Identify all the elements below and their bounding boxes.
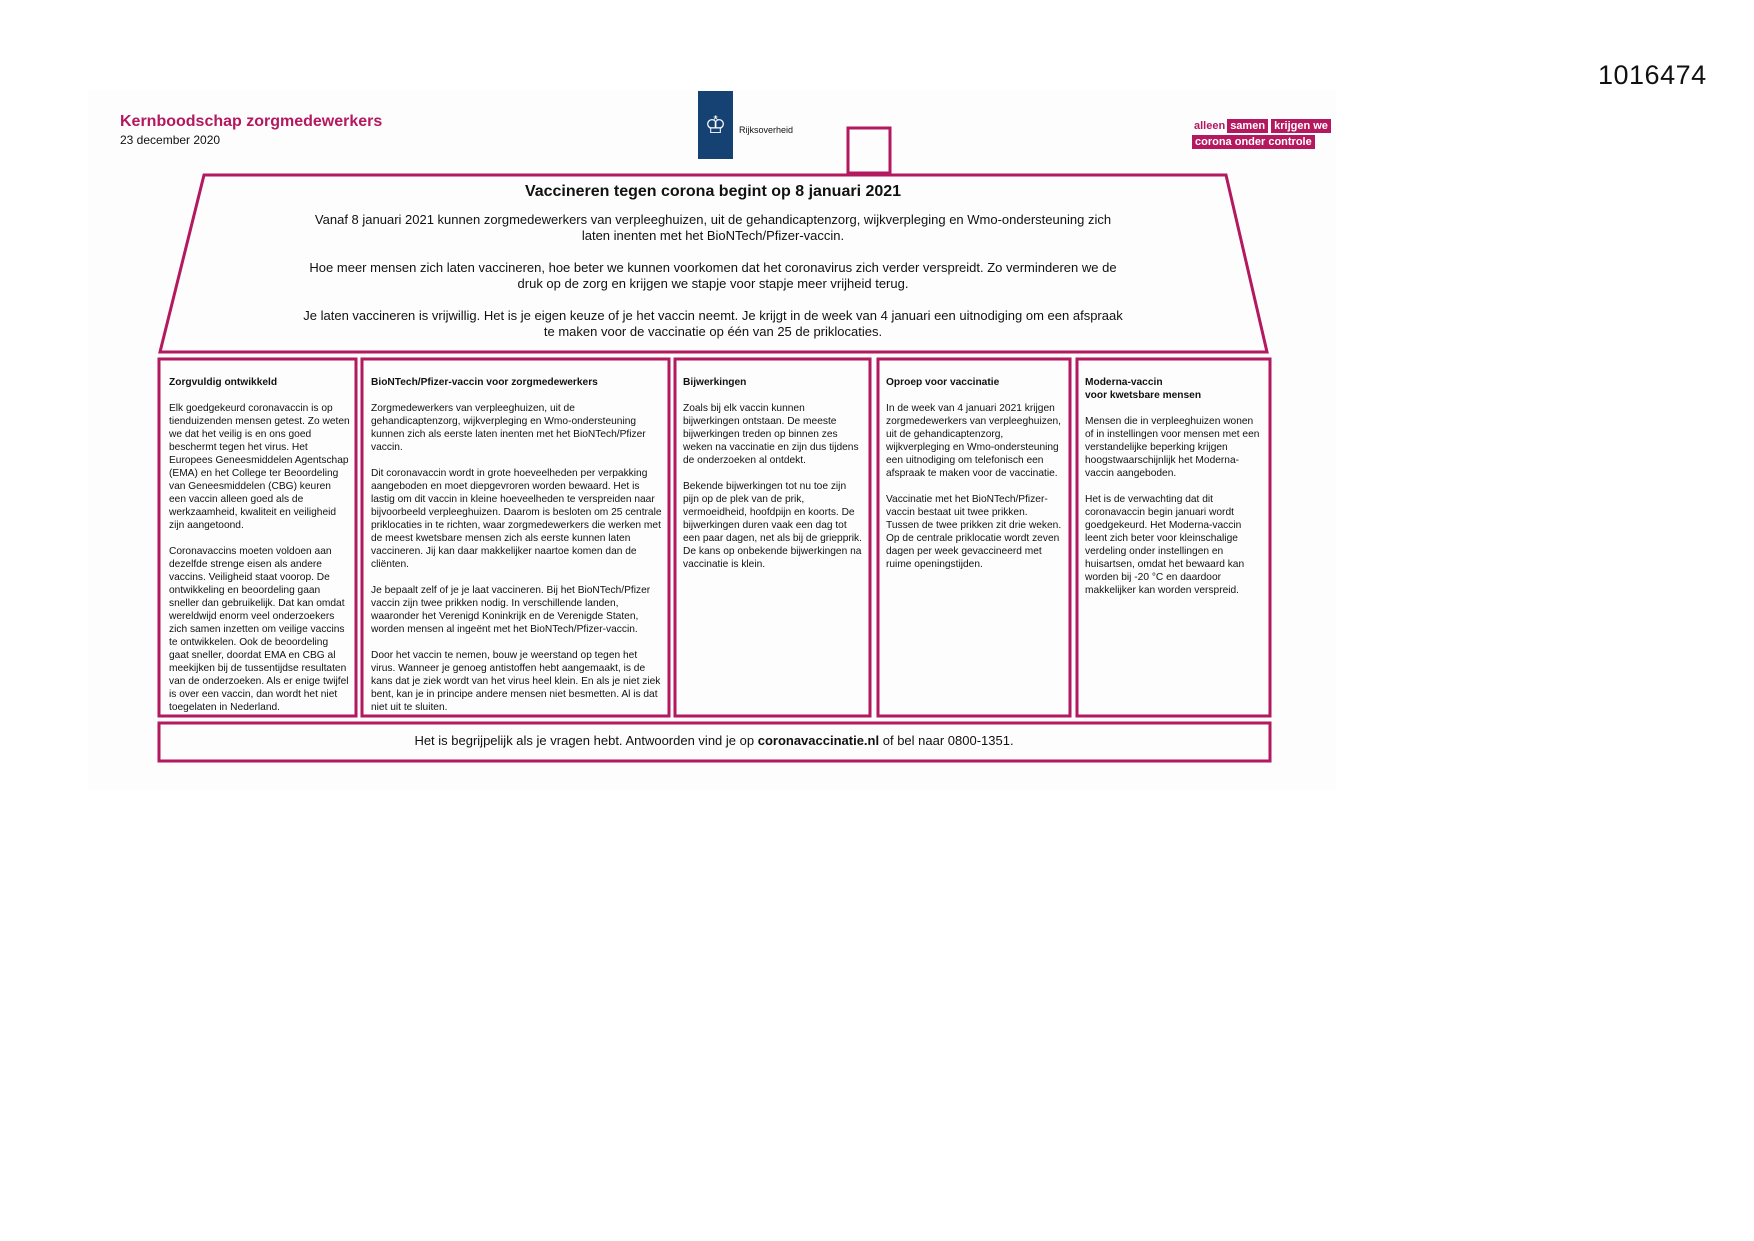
campaign-word-1: alleen bbox=[1194, 120, 1226, 132]
rijksoverheid-name: Rijksoverheid bbox=[739, 125, 794, 135]
footer-message bbox=[160, 733, 1268, 748]
header-date: 23 december 2020 bbox=[120, 133, 221, 147]
column-body: Elk goedgekeurd coronavaccin is op tienduizenden mensen getest. Zo weten we dat het veilig is en ons goed beschermt tegen het virus. Het Europees Geneesmiddelen Agentschap (EMA) en het College ter Beoordeling van Geneesmiddelen (CBG) keuren een vaccin alleen goed als de werkzaamheid, kwaliteit en veiligheid zijn aangetoond. Coronavaccins moeten voldoen aan dezelfde strenge eisen als andere vaccins. Veiligheid staat voorop. De ontwikkeling en beoordeling gaan sneller dan gebruikelijk. Dat kan omdat wereldwijd enorm veel onderzoekers zich samen inzetten om veilige vaccins te ontwikkelen. Ook de beoordeling gaat sneller, doordat EMA en CBG al meekijken bij de tussentijdse resultaten van de onderzoeken. Als er enige twijfel is over een vaccin, dan wordt het niet toegelaten in Nederland. bbox=[169, 403, 350, 713]
campaign-line-2: corona onder controle bbox=[1192, 135, 1315, 149]
header-title: Kernboodschap zorgmedewerkers bbox=[120, 113, 383, 130]
column-body: Mensen die in verpleeghuizen wonen of in instellingen voor mensen met een verstandelijke beperking krijgen hoogstwaarschijnlijk het Moderna-vaccin aangeboden. Het is de verwachting dat dit coronavaccin begin januari wordt goedgekeurd. Het Moderna-vaccin leent zich beter voor kleinschalige verdeling onder instellingen en huisartsen, omdat het bewaard kan worden bij -20 °C en daardoor makkelijker kan worden verspreid. bbox=[1085, 416, 1260, 596]
campaign-word-2: samen bbox=[1227, 119, 1268, 133]
footer-link[interactable]: coronavaccinatie.nl bbox=[757, 733, 880, 748]
document-number: 1016474 bbox=[1598, 60, 1707, 90]
roof-paragraph: Je laten vaccineren is vrijwillig. Het is je eigen keuze of je het vaccin neemt. Je krijgt in de week van 4 januari een uitnodiging om een afspraak te maken voor de vaccinatie op één van 25 de priklocaties. bbox=[303, 308, 1123, 339]
column-title: Zorgvuldig ontwikkeld bbox=[169, 377, 278, 388]
column-title: Bijwerkingen bbox=[683, 377, 747, 388]
chimney bbox=[848, 128, 890, 173]
column-body: Zorgmedewerkers van verpleeghuizen, uit de gehandicaptenzorg, wijkverpleging en Wmo-ondersteuning kunnen zich als eerste laten inenten met het BioNTech/Pfizer vaccin. Dit coronavaccin wordt in grote hoeveelheden per verpakking aangeboden en moet diepgevroren worden bewaard. Het is lastig om dit vaccin in kleine hoeveelheden te verspreiden naar bijvoorbeeld verpleeghuizen. Daarom is besloten om 25 centrale priklocaties in te richten, waar zorgmedewerkers die werken met de meest kwetsbare mensen zich als eerste kunnen laten vaccineren. Jij kan daar makkelijker naartoe komen dan de cliënten. Je bepaalt zelf of je je laat vaccineren. Bij het BioNTech/Pfizer vaccin zijn twee prikken nodig. In verschillende landen, waaronder het Verenigd Koninkrijk en de Verenigde Staten, worden mensen al ingeënt met het BioNTech/Pfizer-vaccin. Door het vaccin te nemen, bouw je weerstand op tegen het virus. Wanneer je genoeg antistoffen hebt aangemaakt, is de kans dat je ziek wordt van het virus heel klein. En als je niet ziek bent, kan je in principe andere mensen niet besmetten. Al is dat niet uit te sluiten. bbox=[371, 403, 662, 713]
crown-lion-emblem-icon: ♔ bbox=[698, 91, 733, 159]
footer-text-before: Het is begrijpelijk als je vragen hebt. Antwoorden vind je op bbox=[414, 733, 755, 748]
column-body: In de week van 4 januari 2021 krijgen zorgmedewerkers van verpleeghuizen, uit de gehandicaptenzorg, wijkverpleging en Wmo-ondersteuning een uitnodiging om telefonisch een afspraak te maken voor de vaccinatie. Vaccinatie met het BioNTech/Pfizer-vaccin bestaat uit twee prikken. Tussen de twee prikken zit drie weken. Op de centrale priklocatie wordt zeven dagen per week gevaccineerd met ruime openingstijden. bbox=[886, 403, 1062, 570]
roof-paragraph: Vanaf 8 januari 2021 kunnen zorgmedewerkers van verpleeghuizen, uit de gehandicaptenzorg, wijkverpleging en Wmo-ondersteuning zich laten inenten met het BioNTech/Pfizer-vaccin. bbox=[314, 212, 1112, 243]
roof-content bbox=[300, 184, 1126, 356]
column-body: Zoals bij elk vaccin kunnen bijwerkingen ontstaan. De meeste bijwerkingen treden op binnen zes weken na vaccinatie en zijn dus tijdens de onderzoeken al ontdekt. Bekende bijwerkingen tot nu toe zijn pijn op de plek van de prik, vermoeidheid, hoofdpijn en koorts. De bijwerkingen duren vaak een dag tot een paar dagen, net als bij de griepprik. De kans op onbekende bijwerkingen na vaccinatie is klein. bbox=[683, 403, 862, 570]
column-biontech-pfizer bbox=[362, 358, 668, 714]
main-heading: Vaccineren tegen corona begint op 8 januari 2021 bbox=[524, 183, 902, 200]
column-title: BioNTech/Pfizer-vaccin voor zorgmedewerkers bbox=[371, 377, 598, 388]
column-side-effects bbox=[674, 358, 870, 714]
campaign-word-3: krijgen we bbox=[1271, 119, 1331, 133]
footer-text-after: of bel naar 0800-1351. bbox=[882, 733, 1014, 748]
column-title: Moderna-vaccin voor kwetsbare mensen bbox=[1085, 377, 1202, 401]
column-vaccination-call bbox=[877, 358, 1069, 714]
column-title: Oproep voor vaccinatie bbox=[886, 377, 1000, 388]
column-moderna bbox=[1076, 358, 1270, 714]
roof-paragraph: Hoe meer mensen zich laten vaccineren, hoe beter we kunnen voorkomen dat het coronavirus zich verder verspreidt. Zo verminderen we de druk op de zorg en krijgen we stapje voor stapje meer vrijheid terug. bbox=[309, 260, 1117, 291]
column-careful-development bbox=[160, 358, 356, 714]
